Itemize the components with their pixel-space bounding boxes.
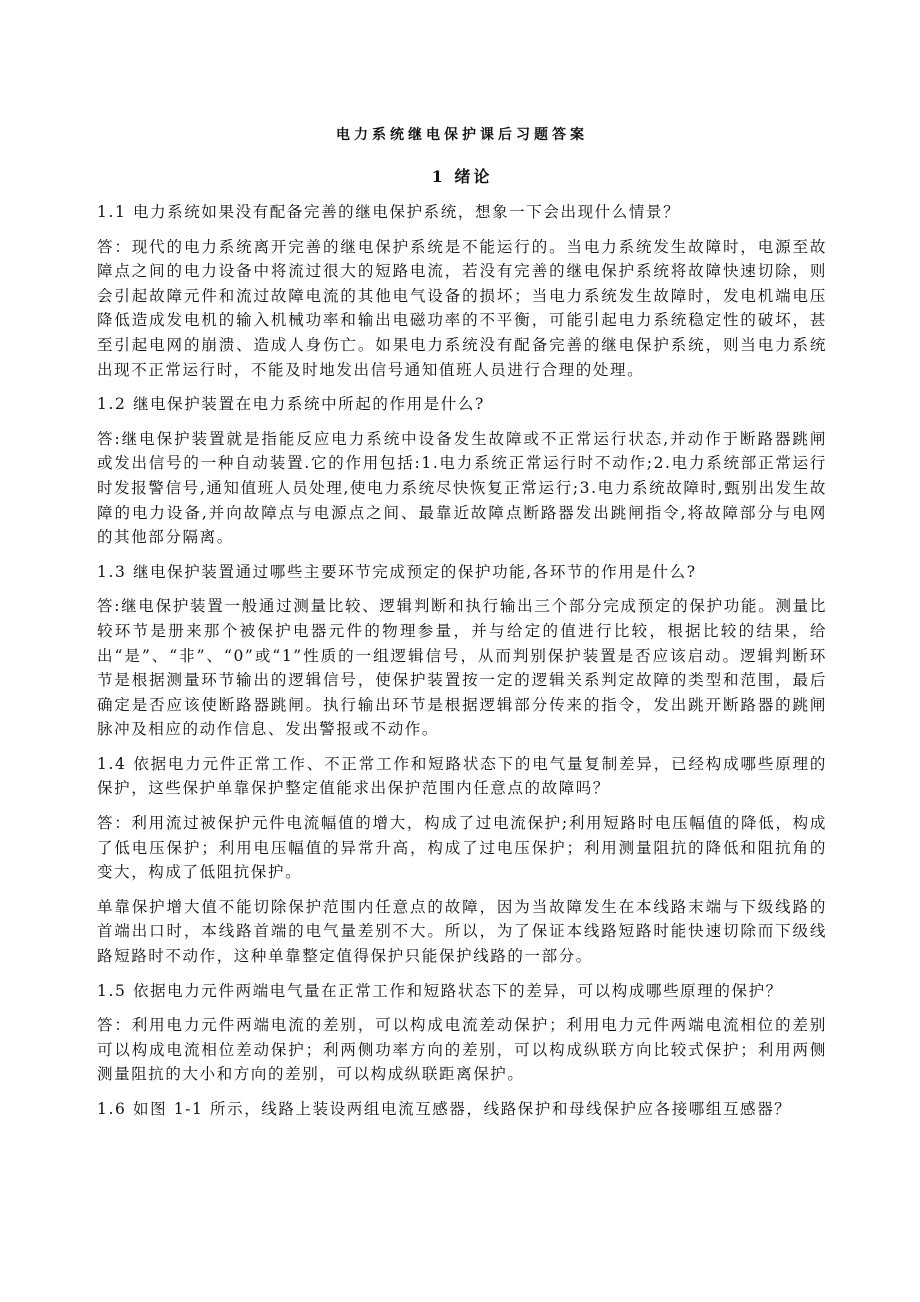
answer-1-4: 答：利用流过被保护元件电流幅值的增大，构成了过电流保护;利用短路时电压幅值的降低，构成了低电压保护；利用电压幅值的异常升高，构成了过电压保护；利用测量阻抗的降低和阻抗角的变大，构成了低阻抗保护。 <box>97 814 827 882</box>
answer-1-3: 答:继电保护装置一般通过测量比较、逻辑判断和执行输出三个部分完成预定的保护功能。测量比较环节是册来那个被保护电器元件的物理参量，并与给定的值进行比较，根据比较的结果，给出“是”、“非”、“0”或“1”性质的一组逻辑信号，从而判别保护装置是否应该启动。逻辑判断环节是根据测量环节输出的逻辑信号，使保护装置按一定的逻辑关系判定故障的类型和范围，最后确定是否应该使断路器跳闸。执行输出环节是根据逻辑部分传来的指令，发出跳开断路器的跳闸脉冲及相应的动作信息、发出警报或不动作。 <box>97 597 827 739</box>
question-1-5: 1.5 依据电力元件两端电气量在正常工作和短路状态下的差异，可以构成哪些原理的保护？ <box>97 981 783 1000</box>
answer-1-4-continued: 单靠保护增大值不能切除保护范围内任意点的故障，因为当故障发生在本线路末端与下级线路的首端出口时，本线路首端的电气量差别不大。所以，为了保证本线路短路时能快速切除而下级线路短路时不动作，这种单靠整定值得保护只能保护线路的一部分。 <box>97 897 827 966</box>
document-page <box>97 124 827 1132</box>
answer-1-2: 答:继电保护装置就是指能反应电力系统中设备发生故障或不正常运行状态,并动作于断路器跳闸或发出信号的一种自动装置.它的作用包括:1.电力系统正常运行时不动作;2.电力系统部正常运行时发报警信号,通知值班人员处理,使电力系统尽快恢复正常运行;3.电力系统故障时,甄别出发生故障的电力设备,并向故障点与电源点之间、最靠近故障点断路器发出跳闸指令,将故障部分与电网的其他部分隔离。 <box>97 429 827 547</box>
answer-1-5: 答：利用电力元件两端电流的差别，可以构成电流差动保护；利用电力元件两端电流相位的差别可以构成电流相位差动保护；利两侧功率方向的差别，可以构成纵联方向比较式保护；利用两侧测量阻抗的大小和方向的差别，可以构成纵联距离保护。 <box>97 1016 827 1084</box>
question-1-6: 1.6 如图 1-1 所示，线路上装设两组电流互感器，线路保护和母线保护应各接哪组互感器？ <box>97 1100 792 1118</box>
answer-1-1: 答：现代的电力系统离开完善的继电保护系统是不能运行的。当电力系统发生故障时，电源至故障点之间的电力设备中将流过很大的短路电流，若没有完善的继电保护系统将故障快速切除，则会引起故障元件和流过故障电流的其他电气设备的损坏；当电力系统发生故障时，发电机端电压降低造成发电机的输入机械功率和输出电磁功率的不平衡，可能引起电力系统稳定性的破坏，甚至引起电网的崩溃、造成人身伤亡。如果电力系统没有配备完善的继电保护系统，则当电力系统出现不正常运行时，不能及时地发出信号通知值班人员进行合理的处理。 <box>97 237 827 379</box>
question-1-1: 1.1 电力系统如果没有配备完善的继电保护系统，想象一下会出现什么情景？ <box>97 203 681 221</box>
question-1-3: 1.3 继电保护装置通过哪些主要环节完成预定的保护功能,各环节的作用是什么? <box>97 562 697 581</box>
question-1-4: 1.4 依据电力元件正常工作、不正常工作和短路状态下的电气量复制差异，已经构成哪些原理的保护，这些保护单靠保护整定值能求出保护范围内任意点的故障吗？ <box>97 754 827 798</box>
question-1-2: 1.2 继电保护装置在电力系统中所起的作用是什么? <box>97 395 485 414</box>
document-title: 电力系统继电保护课后习题答案 <box>336 127 588 143</box>
chapter-title: 1 绪论 <box>431 167 493 186</box>
